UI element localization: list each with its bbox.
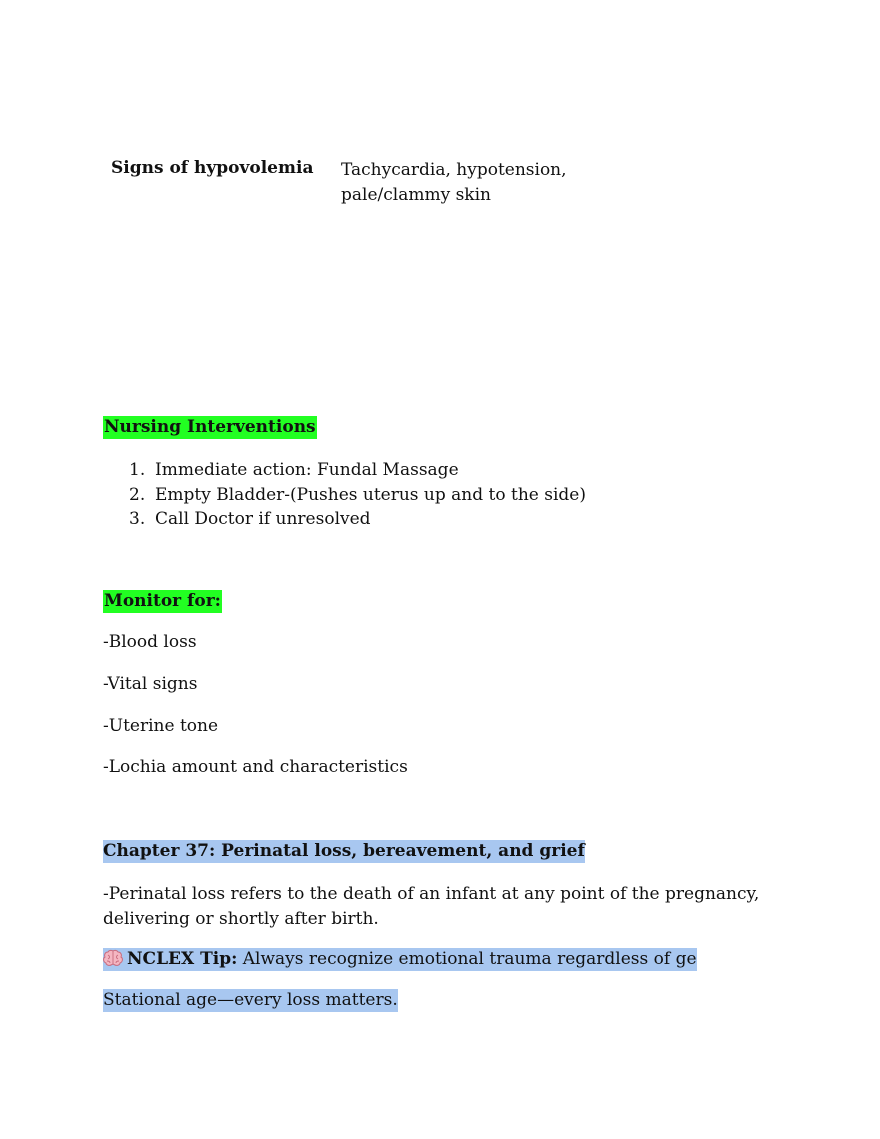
list-item-number: 3. — [129, 509, 146, 529]
list-item-text: Immediate action: Fundal Massage — [155, 460, 459, 480]
list-item-text: Empty Bladder-(Pushes uterus up and to the side) — [155, 484, 586, 505]
brain-icon — [103, 949, 123, 967]
table-definition-line: pale/clammy skin — [341, 184, 491, 205]
table-definition — [341, 158, 591, 207]
chapter-heading-text: Chapter 37: Perinatal loss, bereavement, and grief — [103, 841, 585, 861]
list-item — [129, 483, 586, 508]
chapter-paragraph-line: -Perinatal loss refers to the death of an infant at any point of the pregnancy, — [103, 884, 760, 904]
monitor-heading — [103, 591, 222, 611]
table-definition-line: Tachycardia, hypotension, — [341, 160, 567, 180]
list-item — [129, 458, 586, 483]
chapter-heading — [103, 841, 585, 861]
list-item-text: Call Doctor if unresolved — [155, 509, 371, 529]
chapter-paragraph-line: delivering or shortly after birth. — [103, 908, 379, 929]
nursing-interventions-heading-text: Nursing Interventions — [104, 417, 316, 437]
nursing-interventions-heading — [103, 417, 317, 437]
nclex-tip-label: NCLEX Tip: — [127, 949, 238, 969]
interventions-list — [129, 458, 586, 532]
nclex-tip-text: Always recognize emotional trauma regardless of ge — [237, 949, 697, 969]
monitor-item: -Vital signs — [103, 674, 198, 694]
table-term: Signs of hypovolemia — [111, 158, 314, 178]
monitor-item: -Blood loss — [103, 632, 197, 652]
chapter-paragraph — [103, 882, 759, 931]
monitor-item: -Lochia amount and characteristics — [103, 757, 408, 777]
list-item-number: 2. — [129, 484, 146, 505]
nclex-tip — [103, 949, 697, 969]
nclex-tip-continuation-text: Stational age—every loss matters. — [103, 990, 398, 1010]
nclex-tip-highlight — [103, 948, 697, 971]
list-item-number: 1. — [129, 460, 146, 480]
nclex-tip-continuation — [103, 990, 398, 1010]
list-item — [129, 507, 586, 532]
monitor-heading-text: Monitor for: — [104, 591, 221, 611]
monitor-item: -Uterine tone — [103, 716, 219, 736]
